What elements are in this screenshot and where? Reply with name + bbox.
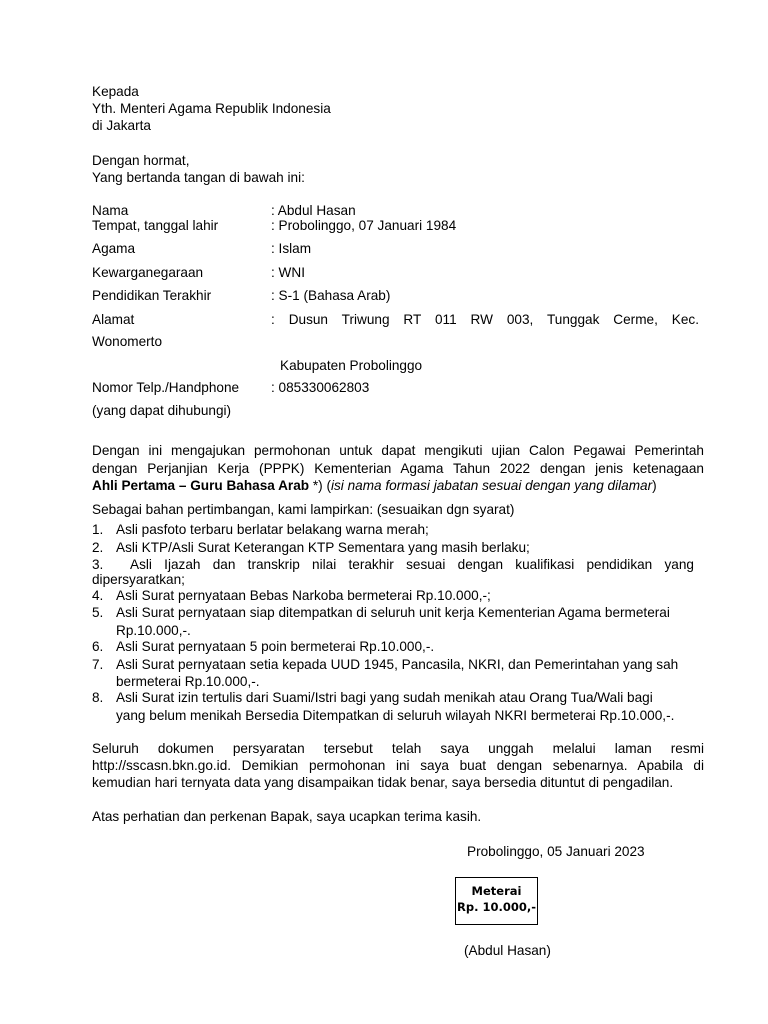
pendidikan-label: Pendidikan Terakhir: [92, 288, 212, 303]
item-8-text-cont: yang belum menikah Bersedia Ditempatkan di seluruh wilayah NKRI bermeterai Rp.10.000,-.: [116, 708, 675, 723]
item-7-number: 7.: [92, 657, 104, 672]
telp-note: (yang dapat dihubungi): [92, 403, 232, 418]
recipient-line-2: Yth. Menteri Agama Republik Indonesia: [92, 101, 331, 116]
meterai-label: Meterai: [471, 884, 522, 898]
nama-value: : Abdul Hasan: [271, 203, 356, 218]
item-3-text-cont: dipersyaratkan;: [92, 572, 185, 587]
alamat-value-line-2: Wonomerto: [92, 334, 163, 349]
position-mark: *) (: [309, 478, 331, 493]
request-line-2: dengan Perjanjian Kerja (PPPK) Kementerian Agama Tahun 2022 dengan jenis ketenagaan: [92, 461, 704, 476]
request-line-3: [92, 478, 657, 494]
greeting-line-2: Yang bertanda tangan di bawah ini:: [92, 170, 305, 185]
greeting-line-1: Dengan hormat,: [92, 153, 190, 168]
item-4-text: Asli Surat pernyataan Bebas Narkoba bermeterai Rp.10.000,-;: [116, 588, 491, 603]
telp-label: Nomor Telp./Handphone: [92, 380, 240, 395]
item-8-number: 8.: [92, 690, 104, 705]
recipient-line-1: Kepada: [92, 84, 139, 99]
item-1-number: 1.: [92, 522, 104, 537]
item-3-number: 3.: [92, 557, 104, 572]
item-4-number: 4.: [92, 588, 104, 603]
statement-line-2: http://sscasn.bkn.go.id. Demikian permohonan ini saya buat dengan sebenarnya. Apabila di: [92, 758, 704, 773]
item-8-text: Asli Surat izin tertulis dari Suami/Istri bagi yang sudah menikah atau Orang Tua/Wali bagi: [116, 690, 653, 705]
position-note: isi nama formasi jabatan sesuai dengan yang dilamar: [330, 478, 653, 493]
kewarganegaraan-value: : WNI: [271, 265, 305, 280]
item-7-text-cont: bermeterai Rp.10.000,-.: [116, 674, 260, 689]
alamat-value-line-1: : Dusun Triwung RT 011 RW 003, Tunggak Cerme, Kec.: [271, 312, 699, 327]
ttl-label: Tempat, tanggal lahir: [92, 218, 219, 233]
statement-line-1: Seluruh dokumen persyaratan tersebut telah saya unggah melalui laman resmi: [92, 741, 704, 756]
recipient-line-3: di Jakarta: [92, 118, 151, 133]
signatory-name: (Abdul Hasan): [464, 943, 551, 958]
pendidikan-value: : S-1 (Bahasa Arab): [271, 288, 391, 303]
place-date: Probolinggo, 05 Januari 2023: [467, 844, 645, 859]
agama-label: Agama: [92, 241, 136, 256]
item-5-text-cont: Rp.10.000,-.: [116, 623, 191, 638]
attachments-intro: Sebagai bahan pertimbangan, kami lampirkan: (sesuaikan dgn syarat): [92, 502, 515, 517]
closing-text: Atas perhatian dan perkenan Bapak, saya ucapkan terima kasih.: [92, 809, 482, 824]
alamat-label: Alamat: [92, 312, 135, 327]
item-3-text: Asli Ijazah dan transkrip nilai terakhir sesuai dengan kualifikasi pendidikan yang: [130, 557, 694, 572]
telp-value: : 085330062803: [271, 380, 370, 395]
agama-value: : Islam: [271, 241, 312, 256]
item-6-number: 6.: [92, 639, 104, 654]
alamat-value-line-3: Kabupaten Probolinggo: [280, 358, 423, 373]
position-name: Ahli Pertama – Guru Bahasa Arab: [92, 478, 310, 493]
ttl-value: : Probolinggo, 07 Januari 1984: [271, 218, 457, 233]
meterai-stamp-box: [455, 877, 538, 925]
item-5-number: 5.: [92, 605, 104, 620]
item-6-text: Asli Surat pernyataan 5 poin bermeterai Rp.10.000,-.: [116, 639, 435, 654]
kewarganegaraan-label: Kewarganegaraan: [92, 265, 204, 280]
item-1-text: Asli pasfoto terbaru berlatar belakang warna merah;: [116, 522, 429, 537]
nama-label: Nama: [92, 203, 129, 218]
meterai-amount: Rp. 10.000,-: [457, 900, 536, 914]
item-2-number: 2.: [92, 540, 104, 555]
request-line-1: Dengan ini mengajukan permohonan untuk dapat mengikuti ujian Calon Pegawai Pemerintah: [92, 443, 704, 458]
position-close: ): [652, 478, 657, 493]
item-7-text: Asli Surat pernyataan setia kepada UUD 1945, Pancasila, NKRI, dan Pemerintahan yang sah: [116, 657, 679, 672]
statement-line-3: kemudian hari ternyata data yang disampaikan tidak benar, saya bersedia dituntut di pengadilan.: [92, 775, 674, 790]
item-5-text: Asli Surat pernyataan siap ditempatkan di seluruh unit kerja Kementerian Agama bermeterai: [116, 605, 670, 620]
item-2-text: Asli KTP/Asli Surat Keterangan KTP Sementara yang masih berlaku;: [116, 540, 530, 555]
